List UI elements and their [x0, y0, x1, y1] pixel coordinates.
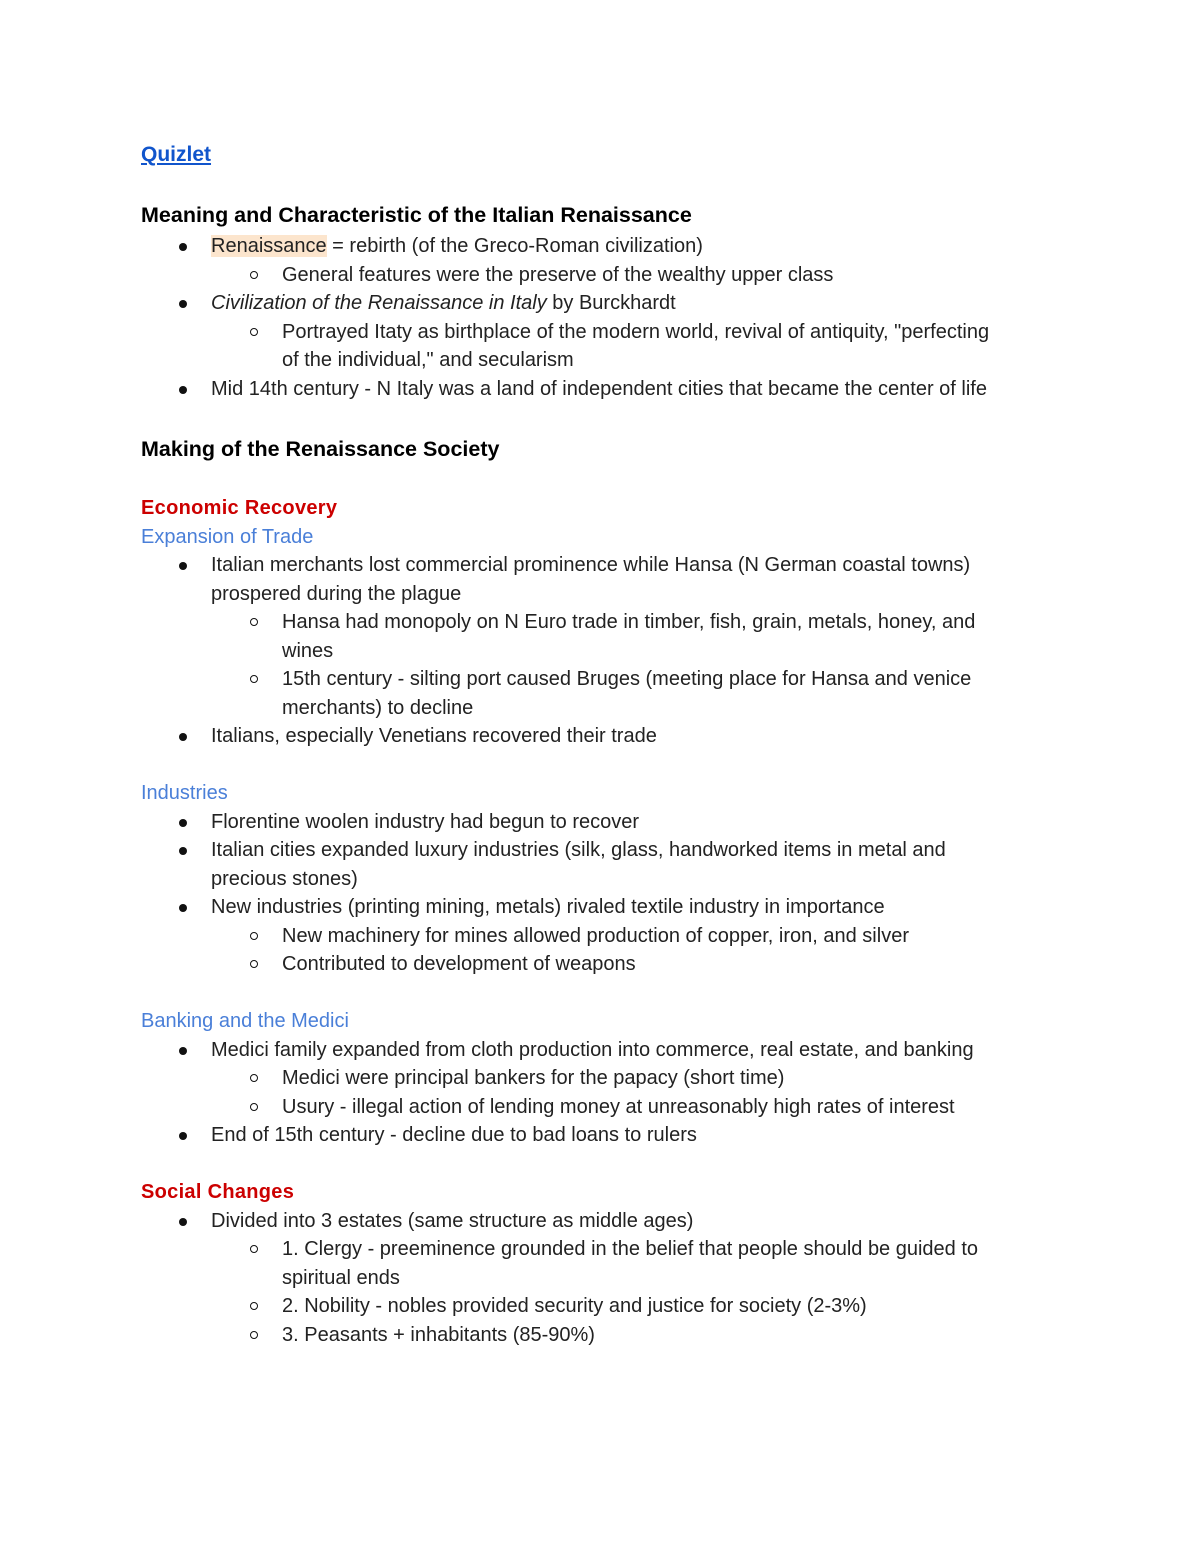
list-item-continuation: spiritual ends	[282, 1266, 400, 1289]
list-item-text: by Burckhardt	[546, 292, 676, 314]
list-item: End of 15th century - decline due to bad loans to rulers	[141, 1121, 1061, 1150]
list-item-continuation: wines	[282, 639, 334, 662]
subsection-heading: Social Changes	[141, 1181, 295, 1203]
list-item: Medici family expanded from cloth production into commerce, real estate, and banking	[141, 1036, 1061, 1065]
list-item: Italian cities expanded luxury industries (silk, glass, handworked items in metal and	[141, 836, 1061, 865]
list-item: Usury - illegal action of lending money at unreasonably high rates of interest	[141, 1093, 1061, 1122]
highlighted-term: Renaissance	[211, 235, 327, 257]
list-item: Italian merchants lost commercial prominence while Hansa (N German coastal towns)	[141, 551, 1061, 580]
topic-heading: Banking and the Medici	[141, 1010, 349, 1032]
list-item-continuation: of the individual," and secularism	[282, 349, 574, 371]
list-item: Portrayed Itaty as birthplace of the modern world, revival of antiquity, "perfecting	[141, 318, 1061, 347]
book-title: Civilization of the Renaissance in Italy	[211, 292, 547, 314]
document-body	[141, 141, 1061, 1349]
list-item-text: = rebirth (of the Greco-Roman civilization)	[326, 235, 703, 257]
list-item: 2. Nobility - nobles provided security and justice for society (2-3%)	[141, 1292, 1061, 1321]
list-item: Florentine woolen industry had begun to recover	[141, 808, 1061, 837]
quizlet-link[interactable]: Quizlet	[141, 143, 212, 166]
section-heading: Meaning and Characteristic of the Italian Renaissance	[141, 203, 692, 227]
topic-heading: Industries	[141, 782, 228, 804]
list-item: Divided into 3 estates (same structure as middle ages)	[141, 1207, 1061, 1236]
list-item: Contributed to development of weapons	[141, 950, 1061, 979]
list-item	[141, 289, 1061, 318]
topic-heading: Expansion of Trade	[141, 525, 314, 548]
list-item: New industries (printing mining, metals) rivaled textile industry in importance	[141, 893, 1061, 922]
list-item: 3. Peasants + inhabitants (85-90%)	[141, 1321, 1061, 1350]
list-item-continuation: precious stones)	[211, 867, 358, 890]
list-item: Mid 14th century - N Italy was a land of independent cities that became the center of life	[141, 375, 1061, 404]
list-item: Hansa had monopoly on N Euro trade in timber, fish, grain, metals, honey, and	[141, 608, 1061, 637]
list-item: General features were the preserve of the wealthy upper class	[141, 261, 1061, 290]
list-item: 15th century - silting port caused Bruges (meeting place for Hansa and venice	[141, 665, 1061, 694]
list-item: New machinery for mines allowed production of copper, iron, and silver	[141, 922, 1061, 951]
list-item-continuation: prospered during the plague	[211, 582, 462, 605]
list-item: Italians, especially Venetians recovered their trade	[141, 722, 1061, 751]
list-item: Medici were principal bankers for the papacy (short time)	[141, 1064, 1061, 1093]
list-item	[141, 232, 1061, 261]
list-item: 1. Clergy - preeminence grounded in the belief that people should be guided to	[141, 1235, 1061, 1264]
subsection-heading: Economic Recovery	[141, 497, 338, 519]
section-heading: Making of the Renaissance Society	[141, 436, 500, 461]
list-item-continuation: merchants) to decline	[282, 696, 474, 719]
